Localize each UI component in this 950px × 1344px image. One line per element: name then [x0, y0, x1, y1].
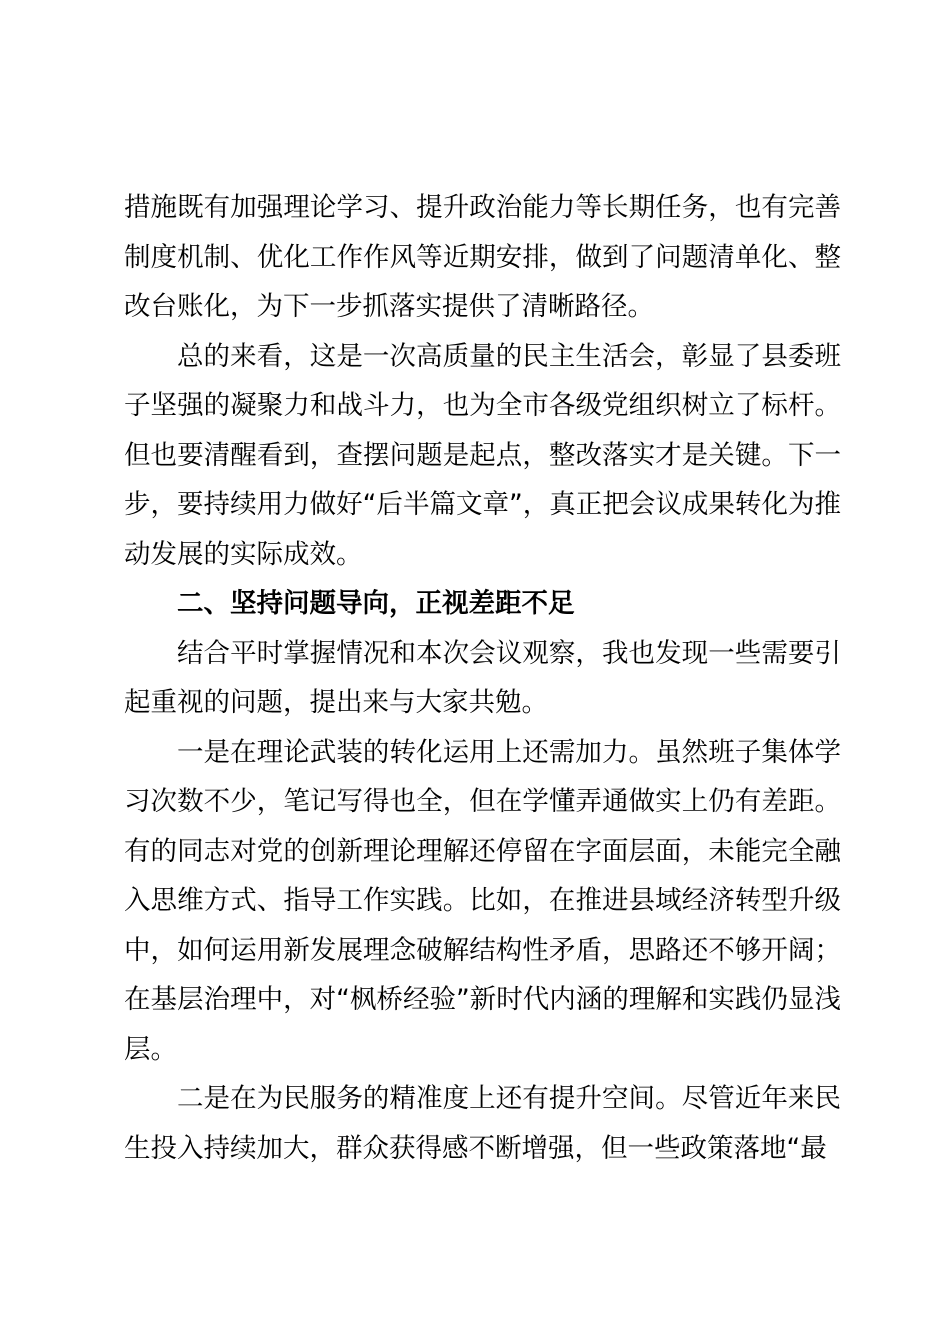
section-heading-2: 二、坚持问题导向，正视差距不足 [177, 588, 575, 619]
paragraph-continuation: 措施既有加强理论学习、提升政治能力等长期任务，也有完善制度机制、优化工作作风等近期安排，做到了问题清单化、整改台账化，为下一步抓落实提供了清晰路径。 [124, 192, 841, 322]
paragraph-overall-assessment: 总的来看，这是一次高质量的民主生活会，彰显了县委班子坚强的凝聚力和战斗力，也为全市各级党组织树立了标杆。但也要清醒看到，查摆问题是起点，整改落实才是关键。下一步，要持续用力做好“后半篇文章”，真正把会议成果转化为推动发展的实际成效。 [124, 340, 841, 570]
paragraph-issue-1: 一是在理论武装的转化运用上还需加力。虽然班子集体学习次数不少，笔记写得也全，但在学懂弄通做实上仍有差距。有的同志对党的创新理论理解还停留在字面层面，未能完全融入思维方式、指导工作实践。比如，在推进县域经济转型升级中，如何运用新发展理念破解结构性矛盾，思路还不够开阔；在基层治理中，对“枫桥经验”新时代内涵的理解和实践仍显浅层。 [124, 736, 841, 1065]
document-body [124, 183, 841, 1173]
paragraph-section-intro: 结合平时掌握情况和本次会议观察，我也发现一些需要引起重视的问题，提出来与大家共勉。 [124, 637, 841, 718]
paragraph-issue-2-truncated: 二是在为民服务的精准度上还有提升空间。尽管近年来民生投入持续加大，群众获得感不断增强，但一些政策落地“最 [124, 1083, 841, 1164]
